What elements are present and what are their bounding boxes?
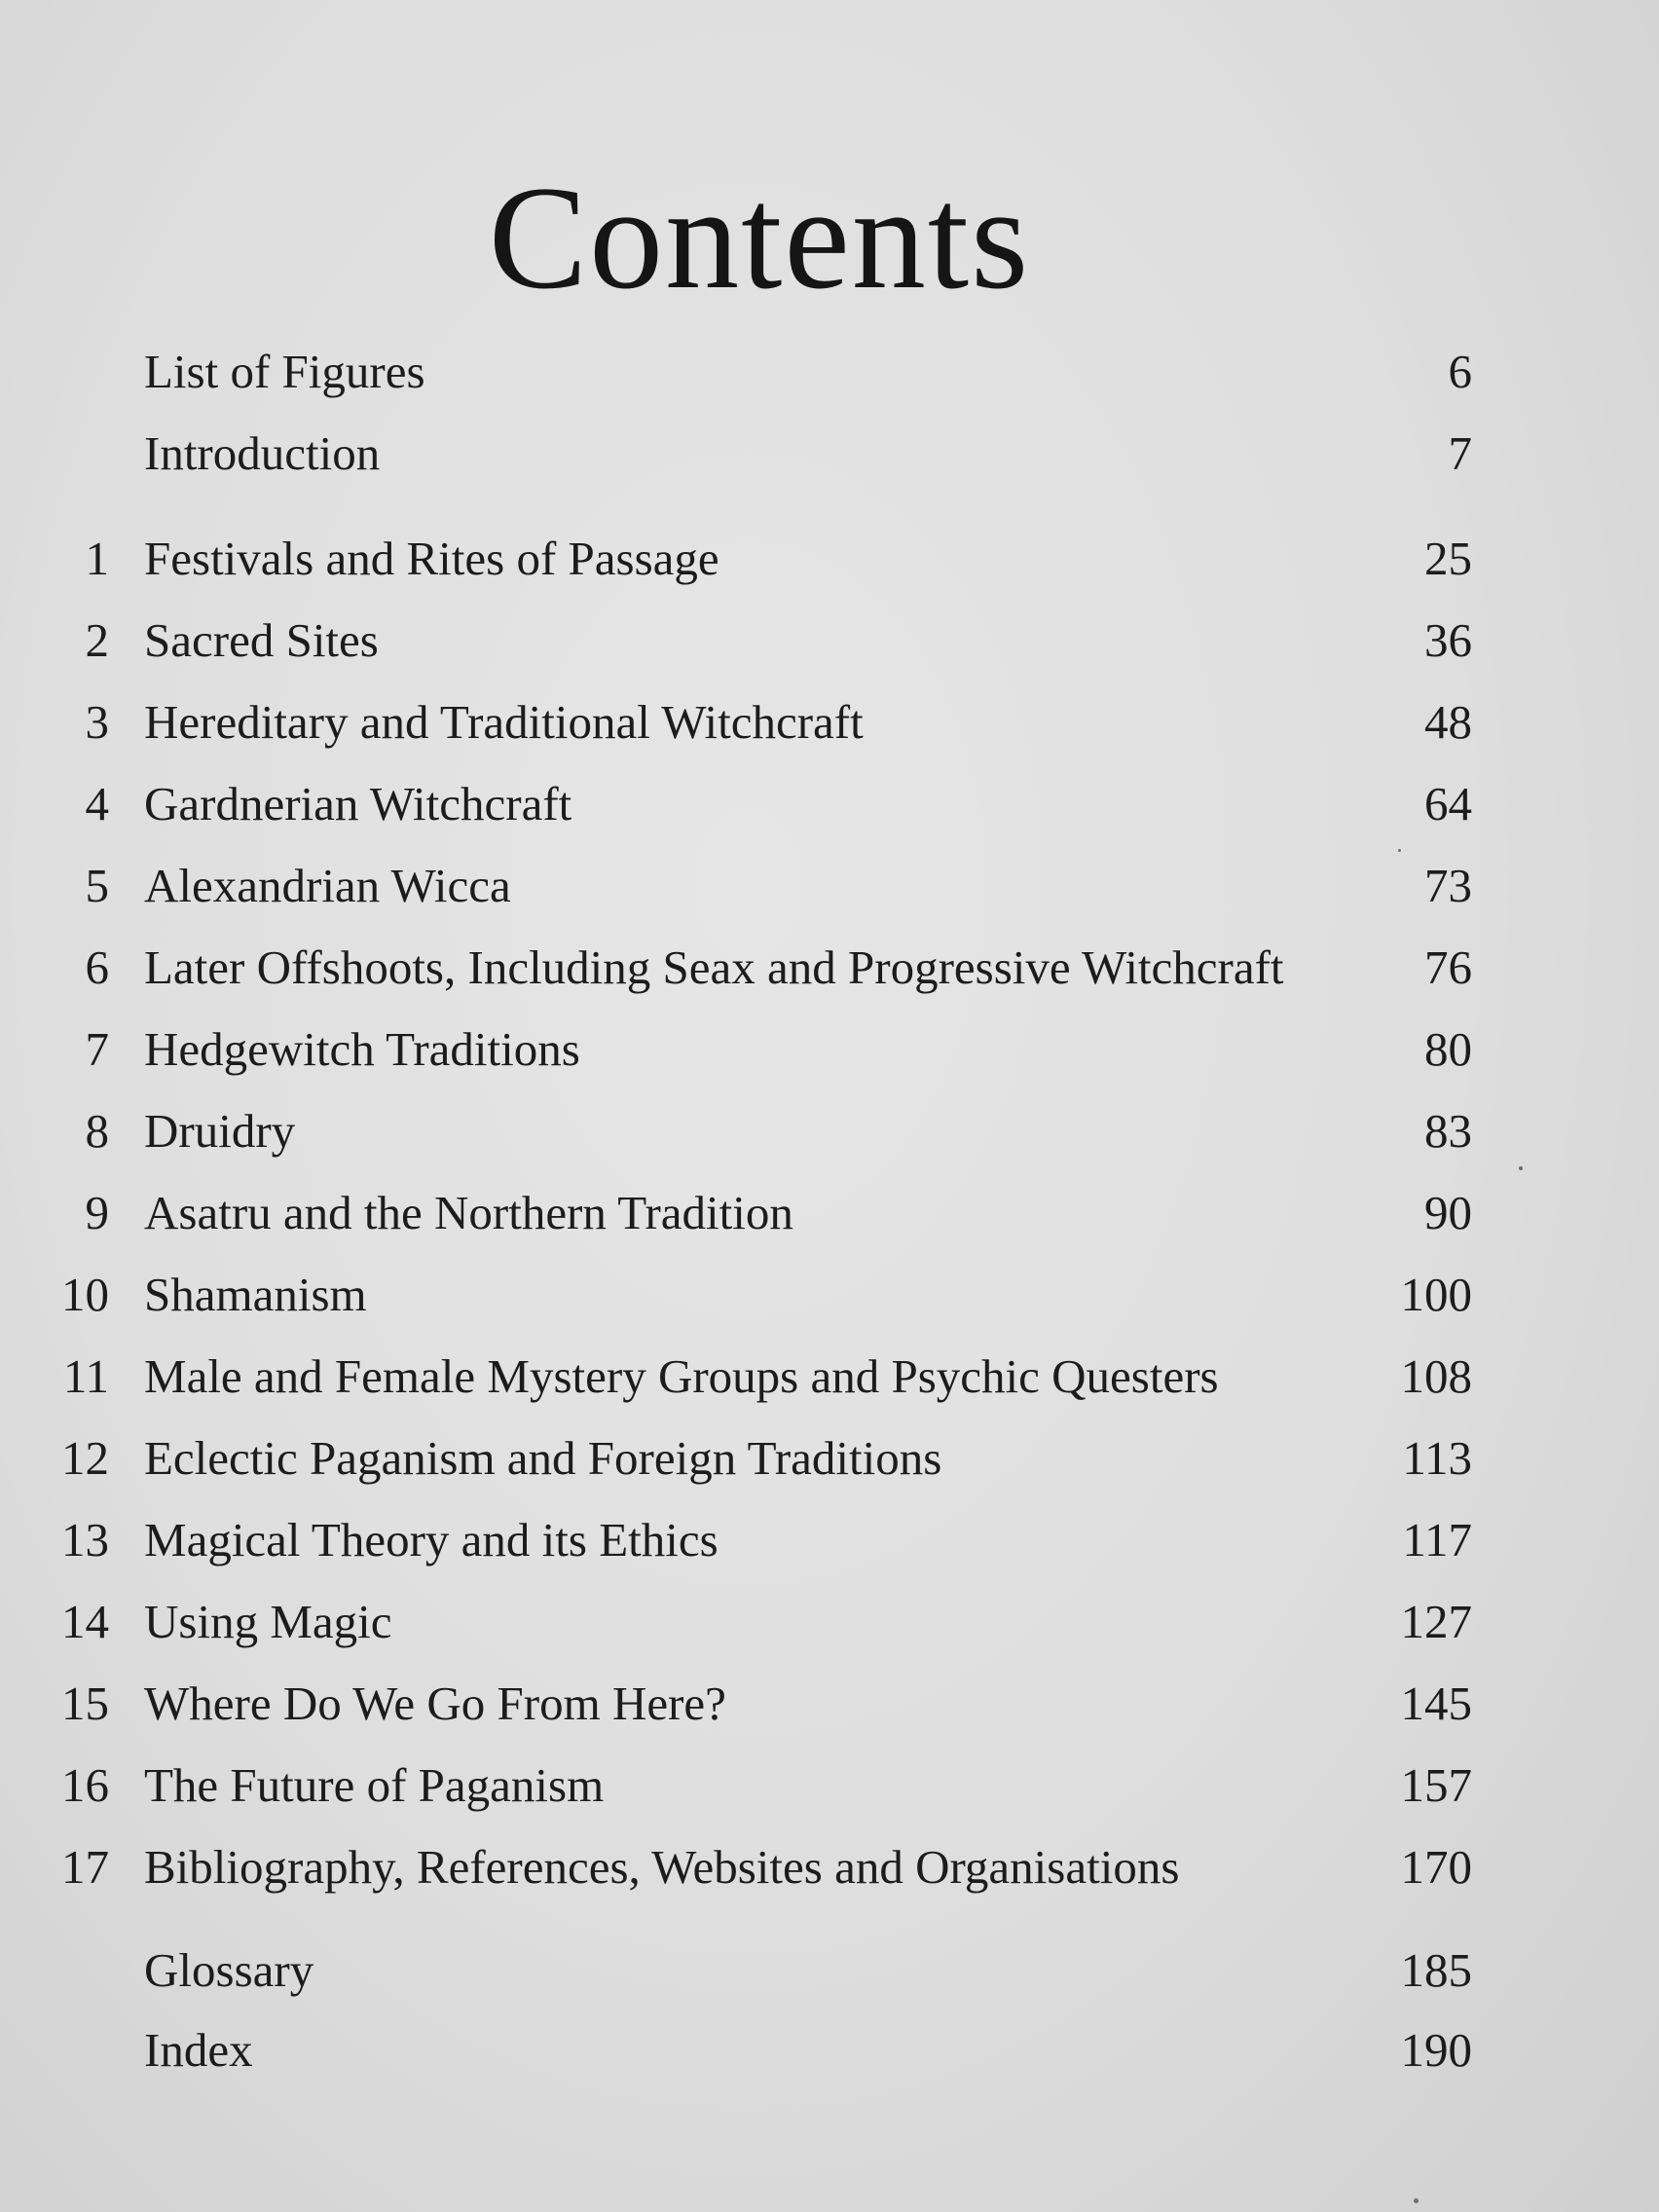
- chapter-number: 17: [61, 1840, 109, 1894]
- entry-title: Male and Female Mystery Groups and Psychic Questers: [144, 1349, 1219, 1403]
- page-number: 83: [1424, 1104, 1472, 1158]
- chapter-number: 13: [61, 1513, 109, 1567]
- entry-title: Asatru and the Northern Tradition: [144, 1186, 793, 1239]
- entry-title: Index: [144, 2023, 253, 2077]
- chapter-number: 5: [85, 859, 109, 912]
- page-number: 185: [1400, 1943, 1472, 1997]
- toc-entry: [0, 1745, 1659, 1826]
- entry-title: Using Magic: [144, 1595, 392, 1648]
- entry-title: The Future of Paganism: [144, 1758, 605, 1812]
- chapter-number: 1: [85, 532, 109, 585]
- entry-title: Festivals and Rites of Passage: [144, 532, 719, 585]
- chapter-number: 12: [61, 1431, 109, 1485]
- chapter-number: 2: [85, 613, 109, 667]
- toc-entry: [0, 763, 1659, 845]
- page-number: 108: [1400, 1349, 1472, 1403]
- page-number: 113: [1402, 1431, 1472, 1485]
- chapter-number: 15: [61, 1677, 109, 1730]
- toc-entry: [0, 2009, 1659, 2091]
- page-number: 90: [1424, 1186, 1472, 1239]
- page-number: 7: [1448, 426, 1472, 480]
- chapter-number: 8: [85, 1104, 109, 1158]
- paper-speck: [1519, 1166, 1523, 1170]
- chapter-number: 6: [85, 940, 109, 994]
- entry-title: Eclectic Paganism and Foreign Traditions: [144, 1431, 942, 1485]
- toc-entry: [0, 600, 1659, 682]
- toc-entry: [0, 1418, 1659, 1499]
- entry-title: Where Do We Go From Here?: [144, 1677, 726, 1730]
- toc-entry: [0, 1090, 1659, 1172]
- entry-title: Introduction: [144, 426, 381, 480]
- entry-title: Druidry: [144, 1104, 296, 1158]
- toc-entry: [0, 331, 1659, 413]
- entry-title: Hereditary and Traditional Witchcraft: [144, 695, 864, 749]
- toc-entry: [0, 1172, 1659, 1254]
- chapter-number: 14: [61, 1595, 109, 1648]
- page-number: 76: [1424, 940, 1472, 994]
- page-number: 80: [1424, 1022, 1472, 1076]
- toc-entry: [0, 1826, 1659, 1908]
- entry-title: Gardnerian Witchcraft: [144, 777, 572, 830]
- entry-title: Glossary: [144, 1943, 314, 1997]
- entry-title: Sacred Sites: [144, 613, 379, 667]
- toc-entry: [0, 1663, 1659, 1745]
- toc-entry: [0, 845, 1659, 927]
- toc-entry: [0, 1499, 1659, 1581]
- page-number: 100: [1400, 1268, 1472, 1321]
- page-number: 170: [1400, 1840, 1472, 1894]
- page-number: 157: [1400, 1758, 1472, 1812]
- entry-title: Alexandrian Wicca: [144, 859, 511, 912]
- paper-speck: [1398, 849, 1401, 852]
- entry-title: Hedgewitch Traditions: [144, 1022, 580, 1076]
- page-number: 145: [1400, 1677, 1472, 1730]
- page-number: 6: [1448, 345, 1472, 398]
- page-number: 117: [1402, 1513, 1472, 1567]
- toc-entry: [0, 1009, 1659, 1090]
- page-number: 64: [1424, 777, 1472, 830]
- toc-entry: [0, 1336, 1659, 1418]
- chapter-number: 10: [61, 1268, 109, 1321]
- toc-entry: [0, 1930, 1659, 2011]
- page-number: 190: [1400, 2023, 1472, 2077]
- page-number: 127: [1400, 1595, 1472, 1648]
- chapter-number: 11: [62, 1349, 109, 1403]
- page-title: Contents: [488, 155, 1031, 319]
- page-number: 36: [1424, 613, 1472, 667]
- toc-entry: [0, 927, 1659, 1009]
- entry-title: Magical Theory and its Ethics: [144, 1513, 719, 1567]
- paper-speck: [1414, 2198, 1419, 2203]
- chapter-number: 7: [85, 1022, 109, 1076]
- entry-title: Bibliography, References, Websites and Organisations: [144, 1840, 1180, 1894]
- page-number: 25: [1424, 532, 1472, 585]
- toc-entry: [0, 1581, 1659, 1663]
- toc-entry: [0, 413, 1659, 495]
- chapter-number: 3: [85, 695, 109, 749]
- entry-title: Later Offshoots, Including Seax and Progressive Witchcraft: [144, 940, 1284, 994]
- toc-entry: [0, 682, 1659, 763]
- entry-title: List of Figures: [144, 345, 425, 398]
- toc-entry: [0, 1254, 1659, 1336]
- page-number: 48: [1424, 695, 1472, 749]
- chapter-number: 16: [61, 1758, 109, 1812]
- chapter-number: 9: [85, 1186, 109, 1239]
- chapter-number: 4: [85, 777, 109, 830]
- entry-title: Shamanism: [144, 1268, 367, 1321]
- page-number: 73: [1424, 859, 1472, 912]
- toc-entry: [0, 518, 1659, 600]
